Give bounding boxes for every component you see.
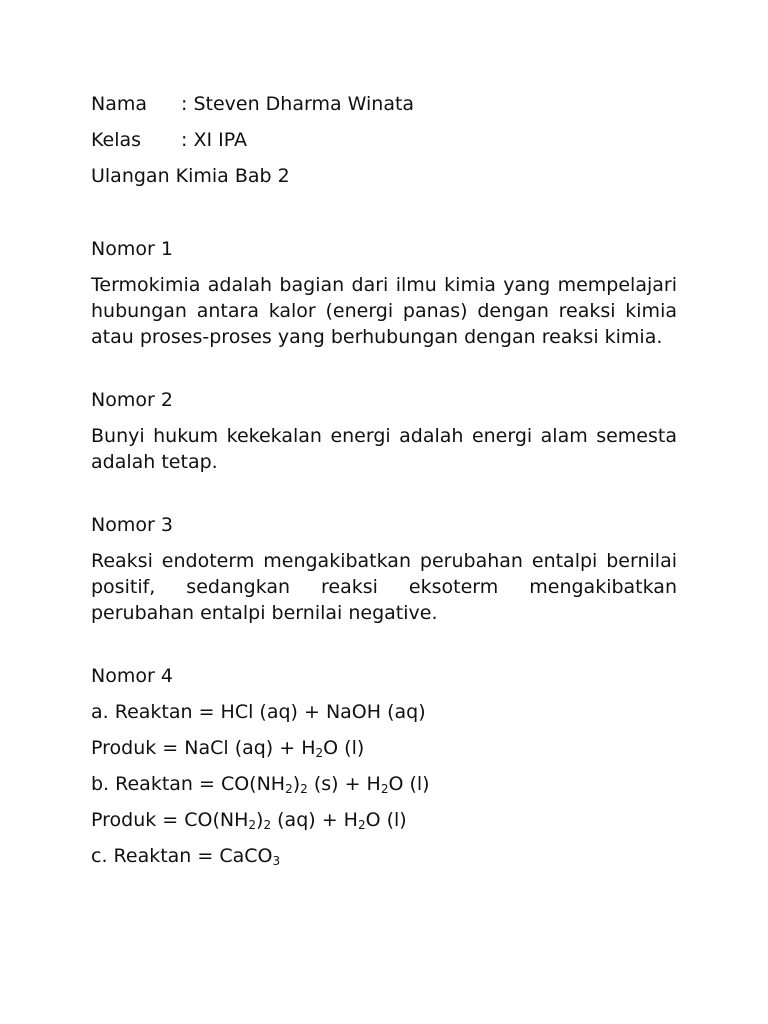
question-1-heading: Nomor 1 bbox=[91, 238, 173, 260]
question-4-heading: Nomor 4 bbox=[91, 665, 173, 687]
question-2-heading: Nomor 2 bbox=[91, 389, 173, 411]
name-label: Nama bbox=[91, 93, 148, 115]
question-3-heading: Nomor 3 bbox=[91, 514, 173, 536]
document-page bbox=[91, 91, 677, 879]
class-label: Kelas bbox=[91, 129, 142, 151]
question-1-answer: Termokimia adalah bagian dari ilmu kimia yang mempelajari hubungan antara kalor (energi panas) dengan reaksi kimia atau proses-proses yang berhubungan dengan reaksi kimia. bbox=[91, 274, 677, 348]
question-2-answer: Bunyi hukum kekekalan energi adalah energi alam semesta adalah tetap. bbox=[91, 425, 677, 473]
section-gap bbox=[91, 199, 677, 236]
answer-line-b-product: Produk = $CO(NH_2)_2$ $(aq) + H_2O$ (l) bbox=[91, 809, 407, 832]
answer-line-c: c. Reaktan = CaCO$_3$ bbox=[91, 845, 281, 868]
name-value: : Steven Dharma Winata bbox=[181, 93, 415, 115]
class-value: : XI IPA bbox=[181, 129, 247, 151]
name-row bbox=[91, 91, 677, 117]
section-gap bbox=[91, 626, 677, 663]
section-gap bbox=[91, 350, 677, 387]
answer-line-a: a. Reaktan = HCl (aq) + NaOH (aq) bbox=[91, 701, 426, 723]
class-row bbox=[91, 127, 677, 153]
document-title: Ulangan Kimia Bab 2 bbox=[91, 165, 290, 187]
question-3-answer: Reaksi endoterm mengakibatkan perubahan entalpi bernilai positif, sedangkan reaksi eksoterm mengakibatkan perubahan entalpi bernilai negative. bbox=[91, 550, 677, 624]
answer-line-a-product: Produk = NaCl $(aq) + H_2O$ (l) bbox=[91, 737, 365, 760]
section-gap bbox=[91, 475, 677, 512]
answer-line-b: b. Reaktan = $CO(NH_2)_2$ $(s) + H_2O$ (l) bbox=[91, 773, 430, 796]
